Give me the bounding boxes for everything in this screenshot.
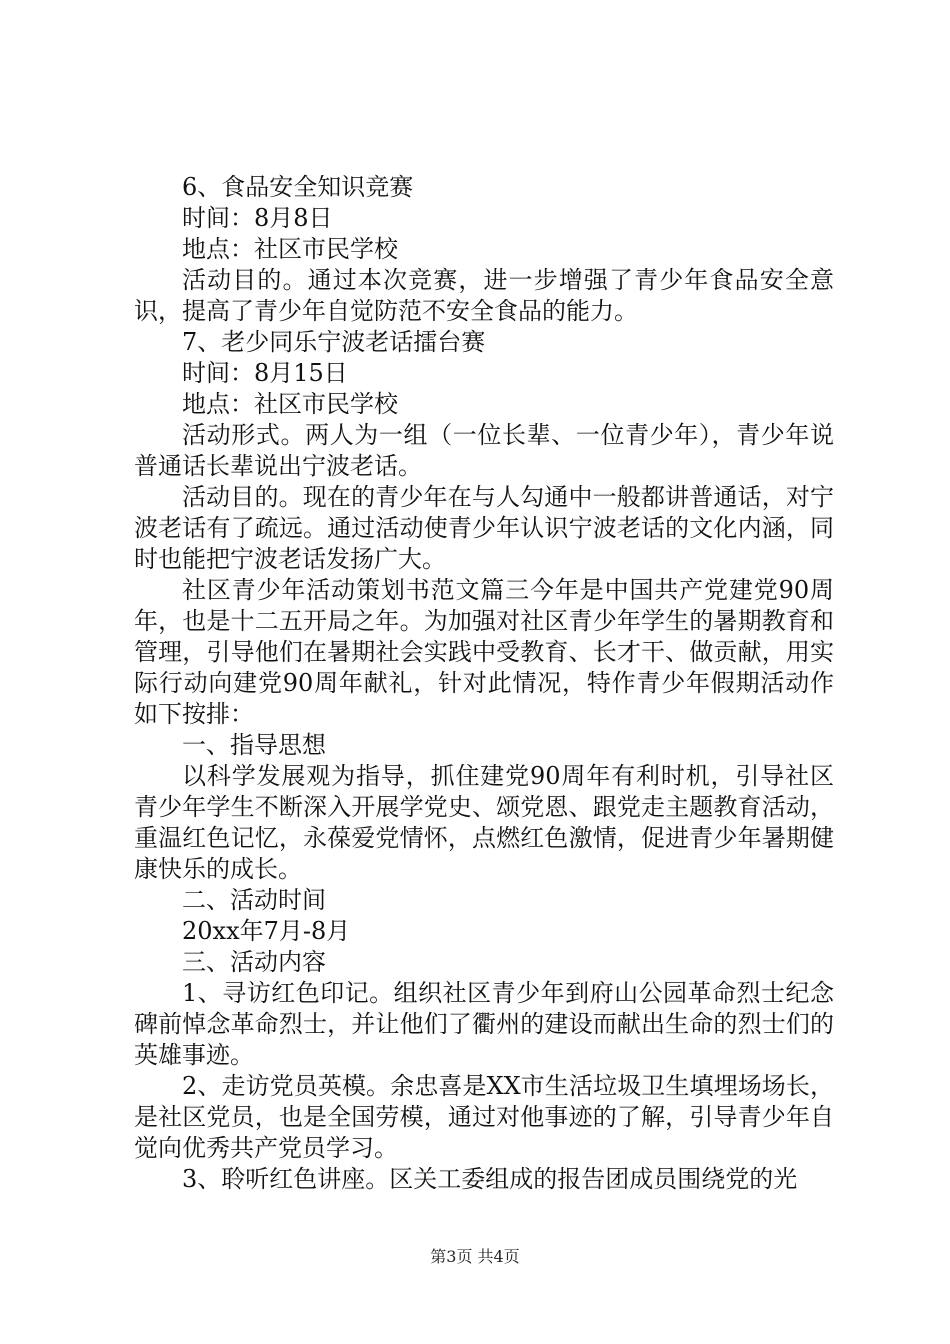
paragraph-guiding-thought: 以科学发展观为指导，抓住建党90周年有利时机，引导社区青少年学生不断深入开展学党史、颂党恩、跟党走主题教育活动，重温红色记忆，永葆爱党情怀，点燃红色激情，促进青少年暑期健康快乐的成长。 bbox=[134, 762, 834, 883]
paragraph-section-6-purpose: 活动目的。通过本次竞赛，进一步增强了青少年食品安全意识，提高了青少年自觉防范不安全食品的能力。 bbox=[134, 266, 834, 325]
paragraph-section-7-format: 活动形式。两人为一组（一位长辈、一位青少年），青少年说普通话长辈说出宁波老话。 bbox=[134, 421, 834, 480]
heading-activity-content: 三、活动内容 bbox=[182, 948, 326, 976]
paragraph-section-6-title: 6、食品安全知识竞赛 bbox=[182, 173, 414, 201]
paragraph-content-item-1: 1、寻访红色印记。组织社区青少年到府山公园革命烈士纪念碑前悼念革命烈士，并让他们了衢州的建设而献出生命的烈士们的英雄事迹。 bbox=[134, 979, 834, 1069]
paragraph-section-7-location: 地点：社区市民学校 bbox=[182, 390, 398, 418]
paragraph-section-6-location: 地点：社区市民学校 bbox=[182, 235, 398, 263]
paragraph-plan-intro: 社区青少年活动策划书范文篇三今年是中国共产党建党90周年，也是十二五开局之年。为加强对社区青少年学生的暑期教育和管理，引导他们在暑期社会实践中受教育、长才干、做贡献，用实际行动向建党90周年献礼，针对此情况，特作青少年假期活动作如下按排： bbox=[134, 576, 834, 728]
heading-activity-time: 二、活动时间 bbox=[182, 886, 326, 914]
heading-guiding-thought: 一、指导思想 bbox=[182, 731, 326, 759]
page-number-indicator: 第3页 共4页 bbox=[430, 1247, 520, 1266]
paragraph-activity-time: 20xx年7月-8月 bbox=[182, 917, 351, 945]
paragraph-section-7-title: 7、老少同乐宁波老话擂台赛 bbox=[182, 328, 486, 356]
document-body bbox=[134, 172, 834, 1195]
paragraph-section-6-time: 时间：8月8日 bbox=[182, 204, 333, 232]
paragraph-section-7-purpose: 活动目的。现在的青少年在与人勾通中一般都讲普通话，对宁波老话有了疏远。通过活动使青少年认识宁波老话的文化内涵，同时也能把宁波老话发扬广大。 bbox=[134, 483, 834, 573]
paragraph-content-item-3: 3、聆听红色讲座。区关工委组成的报告团成员围绕党的光 bbox=[182, 1165, 798, 1193]
paragraph-content-item-2: 2、走访党员英模。余忠喜是XX市生活垃圾卫生填埋场场长，是社区党员，也是全国劳模，通过对他事迹的了解，引导青少年自觉向优秀共产党员学习。 bbox=[134, 1072, 834, 1162]
paragraph-section-7-time: 时间：8月15日 bbox=[182, 359, 348, 387]
page-footer bbox=[0, 1244, 950, 1267]
